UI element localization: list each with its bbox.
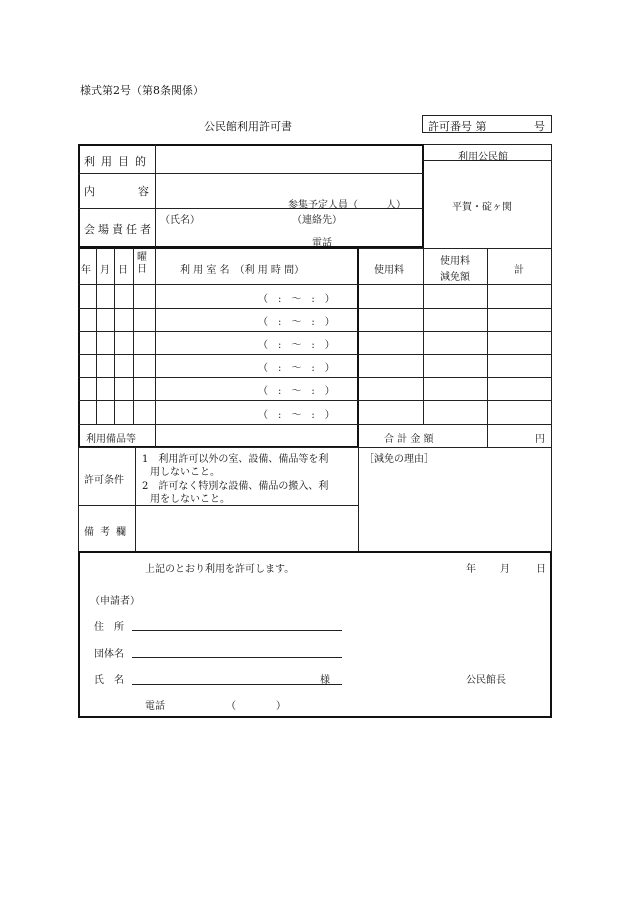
approval-statement: 上記のとおり利用を許可します。 bbox=[145, 564, 295, 575]
condition-1-line1: 1 利用許可以外の室、設備、備品等を利 bbox=[142, 454, 329, 465]
reduction-reason-label: ［減免の理由］ bbox=[364, 454, 434, 465]
group-line bbox=[132, 657, 342, 658]
condition-1-line2: 用しないこと。 bbox=[150, 467, 220, 478]
hall-name: 平賀・碇ヶ関 bbox=[452, 202, 512, 213]
footer-phone-label: 電話 bbox=[145, 701, 165, 712]
people-unit: 人） bbox=[386, 200, 406, 211]
honorific: 様 bbox=[320, 675, 330, 686]
header-reduction-1: 使用料 bbox=[440, 256, 470, 267]
time-slot-6: （ : ～ : ） bbox=[258, 410, 335, 421]
footer-phone-open: （ bbox=[226, 701, 236, 712]
purpose-label: 利用目的 bbox=[84, 155, 152, 168]
header-reduction-2: 減免額 bbox=[440, 272, 470, 283]
header-total: 計 bbox=[514, 265, 524, 276]
hall-header: 利用公民館 bbox=[458, 152, 508, 163]
name-label: （氏名） bbox=[160, 215, 200, 226]
page-title: 公民館利用許可書 bbox=[204, 120, 292, 133]
remarks-label: 備考欄 bbox=[84, 527, 132, 538]
header-room-time: 利 用 室 名 （利 用 時 間） bbox=[180, 265, 305, 276]
address-label: 住 所 bbox=[94, 622, 124, 633]
expected-people-label: 参集予定人員（ bbox=[288, 200, 358, 211]
approval-block bbox=[78, 551, 552, 718]
condition-2-line1: 2 許可なく特別な設備、備品の搬入、利 bbox=[142, 481, 329, 492]
manager-label: 会場責任者 bbox=[84, 223, 154, 236]
form-number: 様式第2号（第8条関係） bbox=[80, 84, 204, 97]
time-slot-3: （ : ～ : ） bbox=[258, 340, 335, 351]
footer-year: 年 bbox=[466, 564, 476, 575]
footer-day: 日 bbox=[536, 564, 546, 575]
yen-label: 円 bbox=[535, 434, 545, 445]
footer-month: 月 bbox=[500, 564, 510, 575]
phone-label: 電話 bbox=[312, 238, 332, 249]
footer-phone-close: ） bbox=[276, 701, 286, 712]
time-slot-4: （ : ～ : ） bbox=[258, 363, 335, 374]
header-year: 年 bbox=[81, 265, 91, 276]
applicant-label: （申請者） bbox=[90, 596, 140, 607]
permit-number-label: 許可番号 第 bbox=[428, 120, 487, 133]
contact-label: （連絡先） bbox=[292, 215, 342, 226]
time-slot-5: （ : ～ : ） bbox=[258, 386, 335, 397]
header-fee: 使用料 bbox=[374, 265, 404, 276]
time-slot-1: （ : ～ : ） bbox=[258, 294, 335, 305]
total-amount-label: 合 計 金 額 bbox=[384, 434, 434, 445]
address-line bbox=[132, 630, 342, 631]
condition-2-line2: 用をしないこと。 bbox=[150, 494, 230, 505]
name-line bbox=[132, 684, 342, 685]
content-label-2: 容 bbox=[138, 185, 149, 198]
permit-number-suffix: 号 bbox=[534, 120, 545, 133]
content-label-1: 内 bbox=[84, 185, 95, 198]
director-label: 公民館長 bbox=[466, 675, 506, 686]
group-label: 団体名 bbox=[94, 649, 124, 660]
header-month: 月 bbox=[100, 265, 110, 276]
header-day: 日 bbox=[118, 265, 128, 276]
time-slot-2: （ : ～ : ） bbox=[258, 317, 335, 328]
header-weekday: 曜日 bbox=[137, 252, 147, 275]
equipment-label: 利用備品等 bbox=[86, 434, 136, 445]
conditions-label: 許可条件 bbox=[84, 475, 124, 486]
name-label-footer: 氏 名 bbox=[94, 675, 124, 686]
